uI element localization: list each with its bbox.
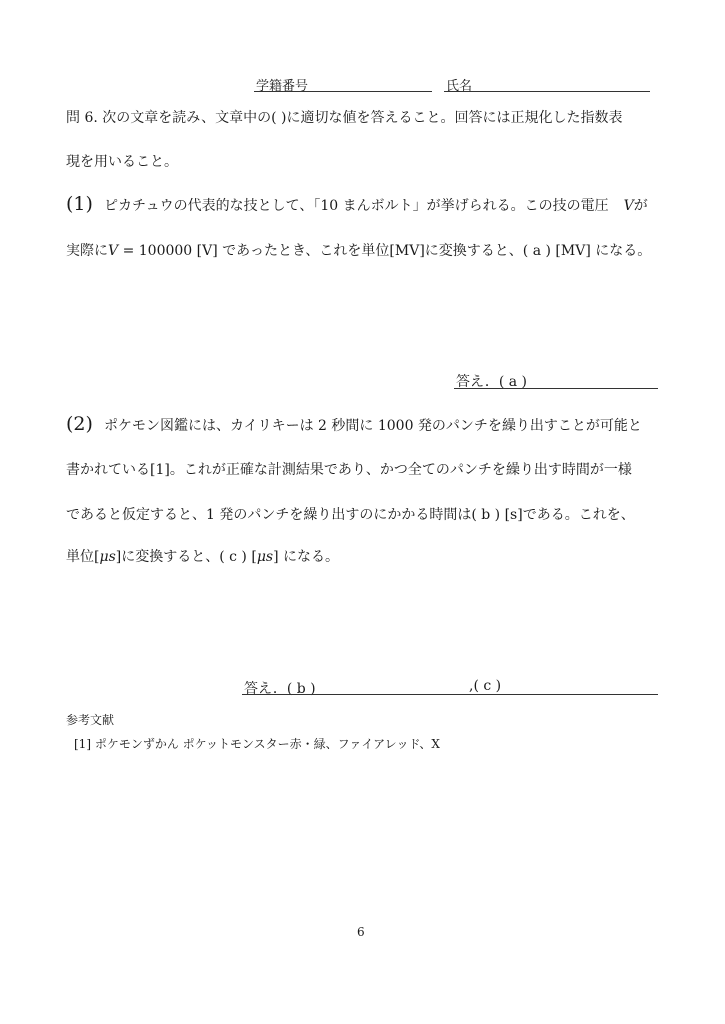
q2-unit-mu2: μs <box>256 549 274 565</box>
q2-text-line4b: ]に変換すると、( c ) [ <box>115 549 257 565</box>
q2-answer-label-b: 答え．( b ) <box>244 681 316 697</box>
student-id-label: 学籍番号 <box>256 79 309 94</box>
q1-answer-label: 答え．( a ) <box>456 374 528 390</box>
q1-text-line2a: 実際に <box>66 243 108 259</box>
q2-answer-label-c: ,( c ) <box>469 678 502 694</box>
q1-text-line1: ピカチュウの代表的な技として、「10 まんボルト」が挙げられる。この技の電圧 <box>104 198 609 214</box>
q2-unit-mu1: μs <box>99 549 116 565</box>
q2-text-line1: ポケモン図鑑には、カイリキーは 2 秒間に 1000 発のパンチを繰り出すことが可能と <box>104 418 642 434</box>
q1-number: (1) <box>66 193 93 215</box>
q2-text-line4c: ] になる。 <box>273 549 340 565</box>
reference-item-1: [1] ポケモンずかん ポケットモンスター赤・緑、ファイアレッド、X <box>74 737 440 751</box>
q1-eq-v: V <box>108 243 119 259</box>
name-field[interactable] <box>444 91 650 92</box>
references-heading: 参考文献 <box>66 713 115 727</box>
q1-line1-end: が <box>633 198 648 214</box>
q1-line1 <box>66 193 648 215</box>
q2-text-line4a: 単位[ <box>66 549 100 565</box>
q2-text-line3: であると仮定すると、1 発のパンチを繰り出すのにかかる時間は( b ) [s]である。これを、 <box>66 507 635 523</box>
problem-intro-line2: 現を用いること。 <box>66 154 178 170</box>
q2-line1 <box>66 413 642 435</box>
page-number: 6 <box>357 925 365 939</box>
q1-line2 <box>66 240 651 260</box>
q1-eq-rest: = 100000 [V] であったとき、これを単位[MV]に変換すると、( a ) [MV] になる。 <box>118 243 652 259</box>
q2-text-line2: 書かれている[1]。これが正確な計測結果であり、かつ全てのパンチを繰り出す時間が一様 <box>66 462 632 478</box>
q1-answer-field[interactable] <box>454 388 658 389</box>
q1-var-v: V <box>623 198 634 214</box>
name-label: 氏名 <box>446 79 473 94</box>
student-id-field[interactable] <box>254 91 432 92</box>
q2-answer-field[interactable] <box>242 694 658 695</box>
problem-intro-line1: 問 6. 次の文章を読み、文章中の( )に適切な値を答えること。回答には正規化した指数表 <box>66 110 623 126</box>
q2-number: (2) <box>66 413 93 435</box>
q2-line4 <box>66 546 339 566</box>
